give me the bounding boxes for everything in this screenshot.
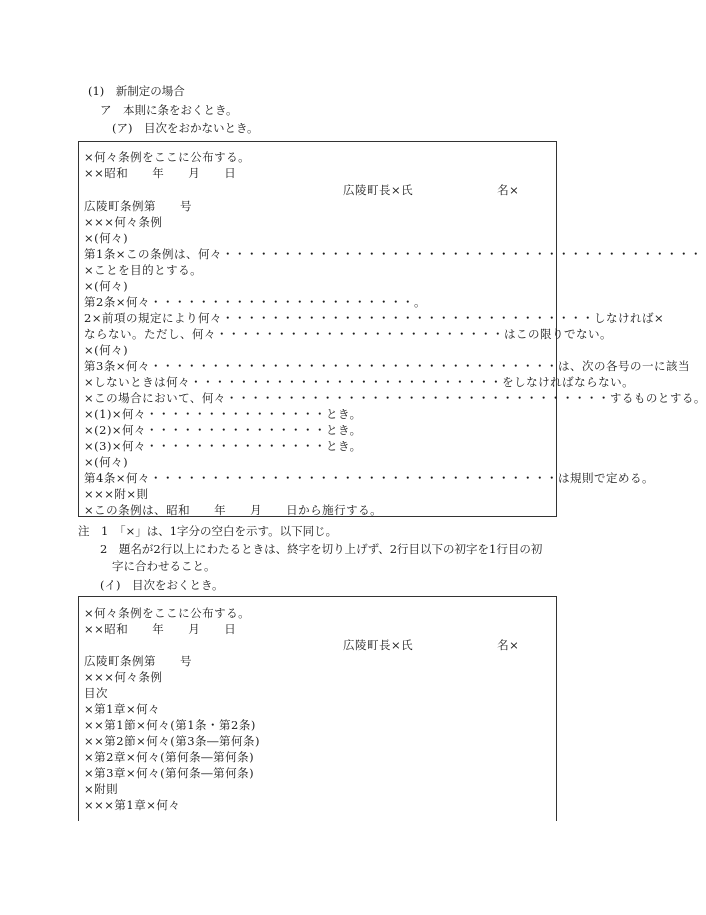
section-heading: (1) 新制定の場合 (88, 84, 185, 98)
box-line: ×ことを目的とする。 (84, 263, 203, 277)
box-line: ×××何々条例 (84, 215, 163, 229)
subsection-heading: ア 本則に条をおくとき。 (100, 103, 238, 117)
case-heading-with-toc: (イ) 目次をおくとき。 (100, 578, 224, 592)
box-line: ×何々条例をここに公布する。 (84, 606, 251, 620)
box-line: 第3条×何々・・・・・・・・・・・・・・・・・・・・・・・・・・・・・・・・・・は、次の各号の一に該当 (84, 359, 690, 373)
box-line: 広陵町長×氏 名× (343, 638, 520, 652)
box-line: ×(2)×何々・・・・・・・・・・・・・・・とき。 (84, 423, 362, 437)
box-line: 第1条×この条例は、何々・・・・・・・・・・・・・・・・・・・・・・・・・・・・・・・・・・・・・・・・ (84, 247, 702, 261)
box-line: 2×前項の規定により何々・・・・・・・・・・・・・・・・・・・・・・・・・・・・・・・しなければ× (84, 311, 665, 325)
box-line: ×(何々) (84, 455, 129, 469)
box-line: ×××附×則 (84, 487, 149, 501)
box-line: ×(3)×何々・・・・・・・・・・・・・・・とき。 (84, 439, 362, 453)
box-line: ×××第1章×何々 (84, 798, 181, 812)
box-line: ×第2章×何々(第何条―第何条) (84, 750, 255, 764)
box-line: ×しないときは何々・・・・・・・・・・・・・・・・・・・・・・・・・・をしなければならない。 (84, 375, 635, 389)
note-2: 2 題名が2行以上にわたるときは、終字を切り上げず、2行目以下の初字を1行目の初 (100, 542, 543, 556)
box-line: ×この場合において、何々・・・・・・・・・・・・・・・・・・・・・・・・・・・・・・・・するものとする。 (84, 391, 706, 405)
box-line: ならない。ただし、何々・・・・・・・・・・・・・・・・・・・・・・・・はこの限りでない。 (84, 327, 612, 341)
box-line: ××昭和 年 月 日 (84, 166, 237, 180)
box-line: ×附則 (84, 782, 119, 796)
box-line: 広陵町条例第 号 (84, 654, 192, 668)
note-2-continued: 字に合わせること。 (112, 559, 216, 573)
box-line: ×××何々条例 (84, 670, 163, 684)
box-line: ×何々条例をここに公布する。 (84, 150, 251, 164)
box-line: ×(何々) (84, 279, 129, 293)
box-line: 広陵町長×氏 名× (343, 183, 520, 197)
note-1: 注 1 「×」は、1字分の空白を示す。以下同じ。 (78, 524, 338, 538)
box-line: ×第1章×何々 (84, 702, 161, 716)
box-line: ××第1節×何々(第1条・第2条) (84, 718, 256, 732)
box-line: ×(何々) (84, 343, 129, 357)
box-line: ×第3章×何々(第何条―第何条) (84, 766, 255, 780)
box-line: ××第2節×何々(第3条―第何条) (84, 734, 261, 748)
box-line: ××昭和 年 月 日 (84, 622, 237, 636)
case-heading-no-toc: (ア) 目次をおかないとき。 (112, 121, 259, 135)
box-line: 第4条×何々・・・・・・・・・・・・・・・・・・・・・・・・・・・・・・・・・・は規則で定める。 (84, 471, 654, 485)
box-line: 第2条×何々・・・・・・・・・・・・・・・・・・・・・・。 (84, 295, 426, 309)
box-line: 目次 (84, 686, 108, 700)
box-line: ×(1)×何々・・・・・・・・・・・・・・・とき。 (84, 407, 362, 421)
box-line: 広陵町条例第 号 (84, 199, 192, 213)
box-line: ×この条例は、昭和 年 月 日から施行する。 (84, 503, 383, 517)
box-line: ×(何々) (84, 231, 129, 245)
